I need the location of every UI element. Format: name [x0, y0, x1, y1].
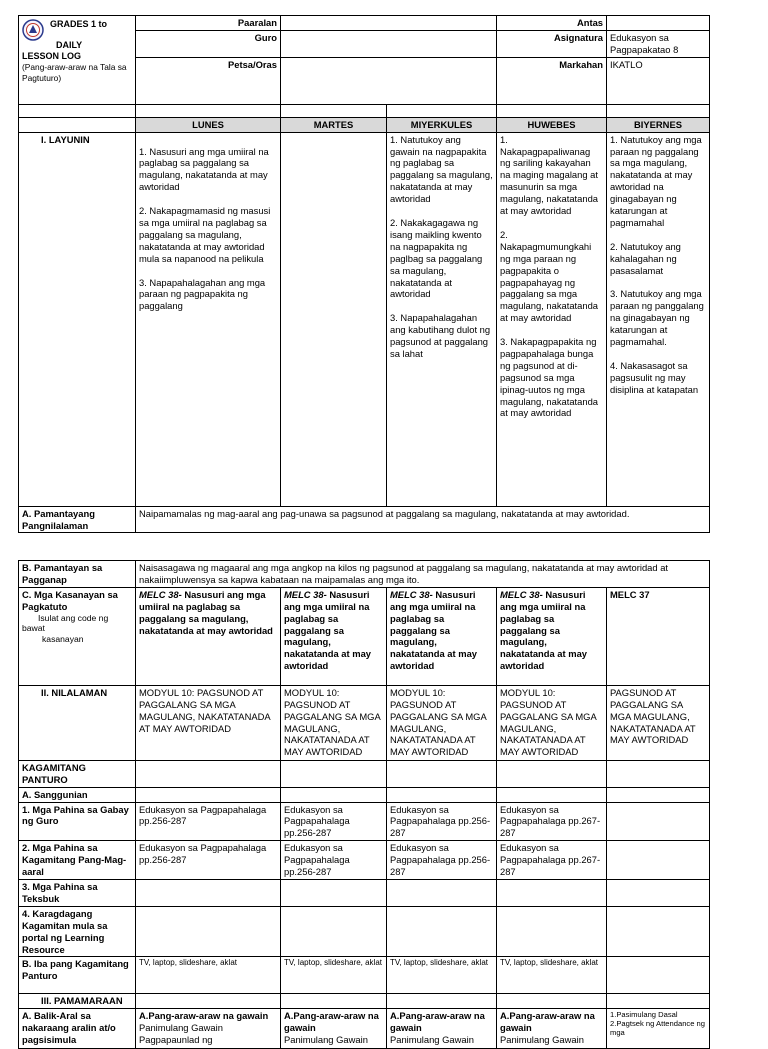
spacer-cell	[281, 104, 387, 117]
empty-cell	[136, 787, 281, 802]
day-header-biyernes: BIYERNES	[607, 117, 710, 132]
balik-aral-miyerkules	[387, 1009, 497, 1049]
guro-value	[281, 30, 497, 57]
kasanayan-label: C. Mga Kasanayan sa Pagkatuto	[22, 588, 118, 612]
pamantayang-pangnilalaman-text: Naipamamalas ng mag-aaral ang pag-unawa sa pagsunod at paggalang sa magulang, nakatatanda at may awtoridad.	[136, 506, 710, 533]
empty-cell	[136, 879, 281, 906]
iba-pang-miyerkules: TV, laptop, slideshare, aklat	[387, 957, 497, 994]
lesson-log-table-2	[18, 560, 710, 1049]
title-block	[19, 16, 136, 105]
melc-code: MELC 38-	[390, 588, 433, 600]
spacer-cell	[136, 104, 281, 117]
layunin-lunes: 1. Nasusuri ang mga umiiral na paglabag sa paggalang sa magulang, nakatatanda at may awtoridad 2. Nakapagmamasid ng masusi sa mga umiiral na paglabag sa paggalang sa magulang, nakatatanda at may awtoridad mula sa napanood na pelikula 3. Napapahalagahan ang mga paraan ng pagpapakita ng paggalang	[136, 132, 281, 506]
melc-code: MELC 38-	[500, 588, 543, 600]
gabay-huwebes: Edukasyon sa Pagpapahalaga pp.267-287	[497, 802, 607, 841]
nilalaman-martes: MODYUL 10: PAGSUNOD AT PAGGALANG SA MGA MAGULANG, NAKATATANADA AT MAY AWTORIDAD	[281, 685, 387, 760]
melc-text: Nasusuri ang mga umiiral na paglabag sa paggalang sa magulang, nakatatanda at may awtoridad	[500, 588, 588, 672]
empty-cell	[387, 994, 497, 1009]
empty-cell	[607, 760, 710, 787]
kasanayan-lunes	[136, 587, 281, 685]
iba-pang-label: B. Iba pang Kagamitang Panturo	[19, 957, 136, 994]
nilalaman-label: II. NILALAMAN	[19, 685, 136, 760]
balik-aral-heading: A.Pang-araw-araw na gawain	[390, 1010, 485, 1034]
kasanayan-miyerkules	[387, 587, 497, 685]
balik-aral-huwebes	[497, 1009, 607, 1049]
spacer-cell	[19, 104, 136, 117]
balik-aral-sub: Panimulang Gawain	[500, 1034, 584, 1046]
deped-seal-icon	[22, 19, 44, 41]
empty-cell	[497, 879, 607, 906]
gabay-biyernes	[607, 802, 710, 841]
gabay-label: 1. Mga Pahina sa Gabay ng Guro	[19, 802, 136, 841]
pamantayang-pangnilalaman-label: A. Pamantayang Pangnilalaman	[19, 506, 136, 533]
daily-text: DAILY	[56, 40, 83, 50]
iba-pang-martes: TV, laptop, slideshare, aklat	[281, 957, 387, 994]
nilalaman-biyernes: PAGSUNOD AT PAGGALANG SA MGA MAGULANG, NAKATATANADA AT MAY AWTORIDAD	[607, 685, 710, 760]
balik-aral-biyernes: 1.Pasimulang Dasal 2.Pagtsek ng Attendance ng mga	[607, 1009, 710, 1049]
pang-mag-aaral-huwebes: Edukasyon sa Pagpapahalaga pp.267-287	[497, 841, 607, 880]
balik-aral-label: A. Balik-Aral sa nakaraang aralin at/o pagsisimula	[19, 1009, 136, 1049]
nilalaman-lunes: MODYUL 10: PAGSUNOD AT PAGGALANG SA MGA MAGULANG, NAKATATANADA AT MAY AWTORIDAD	[136, 685, 281, 760]
petsa-label: Petsa/Oras	[136, 57, 281, 104]
kagamitang-panturo-label: KAGAMITANG PANTURO	[19, 760, 136, 787]
balik-aral-sub: Panimulang Gawain	[390, 1034, 474, 1046]
empty-cell	[607, 994, 710, 1009]
gabay-martes: Edukasyon sa Pagpapahalaga pp.256-287	[281, 802, 387, 841]
empty-cell	[281, 879, 387, 906]
kasanayan-note-2: kasanayan	[42, 633, 84, 644]
grades-text: GRADES 1 to	[50, 19, 108, 29]
pang-mag-aaral-martes: Edukasyon sa Pagpapahalaga pp.256-287	[281, 841, 387, 880]
pang-mag-aaral-miyerkules: Edukasyon sa Pagpapahalaga pp.256-287	[387, 841, 497, 880]
empty-cell	[387, 906, 497, 957]
empty-cell	[281, 906, 387, 957]
empty-cell	[497, 760, 607, 787]
melc-text: Nasusuri ang mga umiiral na paglabag sa paggalang sa magulang, nakatatanda at may awtoridad	[284, 588, 372, 672]
kasanayan-biyernes: MELC 37	[607, 587, 710, 685]
kasanayan-note-1: Isulat ang code ng bawat	[22, 612, 109, 634]
empty-cell	[387, 760, 497, 787]
empty-cell	[387, 787, 497, 802]
pamamaraan-label: III. PAMAMARAAN	[19, 994, 136, 1009]
spacer-cell	[387, 104, 497, 117]
nilalaman-huwebes: MODYUL 10: PAGSUNOD AT PAGGALANG SA MGA MAGULANG, NAKATATANADA AT MAY AWTORIDAD	[497, 685, 607, 760]
teksbuk-label: 3. Mga Pahina sa Teksbuk	[19, 879, 136, 906]
iba-pang-lunes: TV, laptop, slideshare, aklat	[136, 957, 281, 994]
layunin-miyerkules: 1. Natutukoy ang gawain na nagpapakita ng paglabag sa paggalang sa magulang, nakatatanda at may awtoridad 2. Nakakagagawa ng isang maikling kwento na nagpapakita ng paglbag sa paggalang sa magulang, nakatatanda at awtoridad 3. Napapahalagahan ang kabutihang dulot ng pagsunod at paggalang sa lahat	[387, 132, 497, 506]
gabay-lunes: Edukasyon sa Pagpapahalaga pp.256-287	[136, 802, 281, 841]
layunin-label: I. LAYUNIN	[19, 132, 136, 506]
day-header-martes: MARTES	[281, 117, 387, 132]
pang-mag-aaral-biyernes	[607, 841, 710, 880]
balik-aral-martes	[281, 1009, 387, 1049]
melc-code: MELC 38-	[284, 588, 327, 600]
layunin-martes	[281, 132, 387, 506]
paaralan-value	[281, 16, 497, 31]
day-header-miyerkules: MIYERKULES	[387, 117, 497, 132]
balik-aral-sub: Panimulang Gawain	[139, 1022, 223, 1034]
markahan-value: IKATLO	[607, 57, 710, 104]
melc-code: MELC 38-	[139, 588, 182, 600]
antas-value	[607, 16, 710, 31]
empty-cell	[281, 760, 387, 787]
balik-aral-heading: A.Pang-araw-araw na gawain	[139, 1010, 269, 1022]
empty-cell	[607, 879, 710, 906]
asignatura-label: Asignatura	[497, 30, 607, 57]
balik-aral-heading: A.Pang-araw-araw na gawain	[284, 1010, 379, 1034]
balik-aral-cut: Pagpapaunlad ng	[139, 1034, 213, 1046]
iba-pang-biyernes	[607, 957, 710, 994]
balik-aral-lunes	[136, 1009, 281, 1049]
empty-cell	[136, 994, 281, 1009]
paaralan-label: Paaralan	[136, 16, 281, 31]
empty-cell	[497, 787, 607, 802]
day-header-huwebes: HUWEBES	[497, 117, 607, 132]
sanggunian-label: A. Sanggunian	[19, 787, 136, 802]
kasanayan-label-cell	[19, 587, 136, 685]
layunin-huwebes: 1. Nakapagpapaliwanag ng sariling kakayahan na maging magalang at masunurin sa mga magulang, nakatatanda at may awtoridad 2. Nakapagmumungkahi ng mga paraan ng pagpapakita o pagpapahayag ng paggalang sa mga magulang, nakatatanda at may awtoridad 3. Nakapagpapakita ng pagpapahalaga bunga ng pagsunod at di-pagsunod sa mga ipinag-uutos ng mga magulang, nakatatanda at may awtoridad	[497, 132, 607, 506]
day-header-lunes: LUNES	[136, 117, 281, 132]
pang-mag-aaral-label: 2. Mga Pahina sa Kagamitang Pang-Mag-aaral	[19, 841, 136, 880]
kasanayan-huwebes	[497, 587, 607, 685]
gabay-miyerkules: Edukasyon sa Pagpapahalaga pp.256-287	[387, 802, 497, 841]
kasanayan-martes	[281, 587, 387, 685]
empty-cell	[136, 906, 281, 957]
layunin-biyernes: 1. Natutukoy ang mga paraan ng paggalang sa mga magulang, nakatatanda at may awtoridad na ginagabayan ng katarungan at pagmamahal 2. Natutukoy ang kahalagahan ng pasasalamat 3. Natutukoy ang mga paraan ng panggalang na ginagabayan ng katarungan at pagmamahal. 4. Nakasasagot sa pagsusulit ng may disiplina at katapatan	[607, 132, 710, 506]
balik-aral-heading: A.Pang-araw-araw na gawain	[500, 1010, 595, 1034]
empty-cell	[607, 787, 710, 802]
pang-mag-aaral-lunes: Edukasyon sa Pagpapahalaga pp.256-287	[136, 841, 281, 880]
antas-label: Antas	[497, 16, 607, 31]
karagdagang-label: 4. Karagdagang Kagamitan mula sa portal ng Learning Resource	[19, 906, 136, 957]
spacer-cell	[497, 104, 607, 117]
empty-cell	[281, 994, 387, 1009]
empty-cell	[497, 994, 607, 1009]
balik-aral-sub: Panimulang Gawain	[284, 1034, 368, 1046]
lesson-log-table-1	[18, 15, 710, 533]
guro-label: Guro	[136, 30, 281, 57]
empty-cell	[387, 879, 497, 906]
melc-text: Nasusuri ang mga umiiral na paglabag sa paggalang sa magulang, nakatatanda at may awtoridad	[139, 588, 273, 636]
lesson-log-text: LESSON LOG	[22, 51, 82, 61]
asignatura-value: Edukasyon sa Pagpapakatao 8	[607, 30, 710, 57]
pamantayan-pagganap-label: B. Pamantayan sa Pagganap	[19, 561, 136, 588]
melc-text: Nasusuri ang mga umiiral na paglabag sa paggalang sa magulang, nakatatanda at may awtoridad	[390, 588, 478, 672]
nilalaman-miyerkules: MODYUL 10: PAGSUNOD AT PAGGALANG SA MGA MAGULANG, NAKATATANADA AT MAY AWTORIDAD	[387, 685, 497, 760]
empty-cell	[281, 787, 387, 802]
markahan-label: Markahan	[497, 57, 607, 104]
title-subtext: (Pang-araw-araw na Tala sa Pagtuturo)	[22, 62, 127, 83]
iba-pang-huwebes: TV, laptop, slideshare, aklat	[497, 957, 607, 994]
empty-cell	[497, 906, 607, 957]
empty-cell	[136, 760, 281, 787]
spacer-cell	[607, 104, 710, 117]
day-header-blank	[19, 117, 136, 132]
petsa-value	[281, 57, 497, 104]
empty-cell	[607, 906, 710, 957]
pamantayan-pagganap-text: Naisasagawa ng magaaral ang mga angkop na kilos ng pagsunod at paggalang sa magulang, nakatatanda at may awtoridad at nakaiimpluwensya sa kapwa kabataan na maipamalas ang mga ito.	[136, 561, 710, 588]
